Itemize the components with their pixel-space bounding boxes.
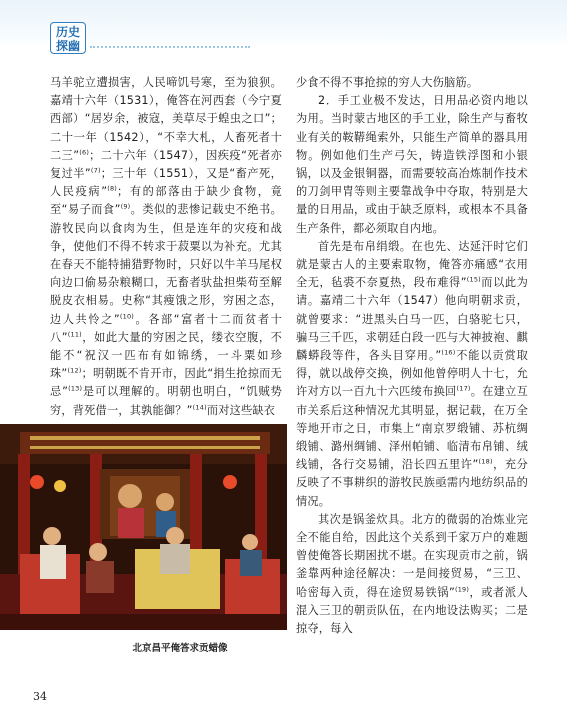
page-number: 34	[33, 690, 47, 703]
wax-figure-photo	[0, 424, 287, 630]
paragraph: 2．手工业极不发达，日用品必资内地以为用。当时蒙古地区的手工业，除生产与畜牧业有关的鞍鞯绳索外，只能生产简单的器具用物。例如他们生产弓矢，铸造铁浮图和小银锅，以及金银铜器，而需要较高冶炼制作技术的刀剑甲胄等则主要靠战争中夺取，特别是大量的日用品，或由于缺乏原料，或根本不具备生产条件，都必须取自内地。	[296, 94, 528, 235]
left-column	[50, 74, 282, 420]
paragraph: 其次是锅釜炊具。北方的微弱的冶炼业完全不能自给，因此这个关系到千家万户的难题曾使俺答长期困扰不堪。在实现贡市之前，锅釜靠两种途径解决：一是间接贸易，“三卫、哈密每入贡，得在途贸易铁锅”$^{(19)}$，或者派人混入三卫的朝贡队伍，在内地设法购买；二是掠夺，每入	[296, 512, 528, 636]
figure-caption: 北京昌平俺答求贡蜡像	[132, 643, 228, 654]
paragraph: 首先是布帛绢缎。在也先、达延汗时它们就是蒙古人的主要索取物，俺答亦痛感“衣用全无，毡裘不奈夏热，段布难得”$^{(15)}$而以此为请。嘉靖二十六年（1547）他向明朝求贡，就曾要求：“进黑头白马一匹，白骆驼七只，骗马三千匹，求朝廷白段一匹与大神披袍、麒麟蟒段等件，各头目穿用。”$^{(16)}$不能以贡赏取得，就以战停交换，例如他曾停明人十七，允许对方以一百九十六匹绫布换回$^{(17)}$。在建立互市关系后这种情况尤其明显，据记载，在万全等地开市之日，市集上“南京罗缎铺、苏杭绸缎铺、潞州绸铺、泽州帕铺、临清布帛铺、绒线铺，各行交易铺，沿长四五里许”$^{(18)}$，充分反映了不事耕织的游牧民族亟需内地纺织品的情况。	[296, 239, 528, 508]
section-tag-line2: 探幽	[55, 39, 80, 53]
right-column	[296, 74, 528, 638]
wax-figure-image	[0, 424, 287, 630]
paragraph: 少食不得不事抢掠的穷人大伤脑筋。	[296, 76, 479, 89]
section-tag-line1: 历史	[55, 25, 80, 39]
header-divider	[90, 46, 250, 48]
section-tag	[50, 22, 86, 54]
paragraph: 马羊驼立遭损害，人民啼饥号寒，至为狼狈。嘉靖十六年（1531），俺答在河西套（今宁夏西部）“居岁余，被寇，美草尽于蝗虫之口”；二十一年（1542），“不幸大札，人畜死者十二三”$^{(6)}$；二十六年（1547），因疾疫“死者亦复过半”$^{(7)}$；三十年（1551），又是“畜产死，人民疫病”$^{(8)}$；有的部落由于缺少食物，竟至“易子而食”$^{(9)}$。类似的悲惨记载史不绝书。游牧民向以食肉为生，但是连年的灾疫和战争，使他们不得不转求于菽粟以为补充。尤其在春天不能特捕猎野物时，只好以牛羊马尾权向边口偷易杂粮糊口，无畜者驮盐担柴苟至解脱皮衣相易。史称“其瘦饿之形，穷困之态，边人共怜之”$^{(10)}$。各部“富者十二而贫者十八”$^{(11)}$，如此大量的穷困之民，缕衣空腹，不能不“祝汉一匹布有如锦绣，一斗粟如珍珠”$^{(12)}$；明朝既不肯开市，因此“捐生抢掠而无忌”$^{(13)}$是可以理解的。明朝也明白，“饥贼势穷，背死借一，其孰能御？”$^{(14)}$而对这些缺衣	[50, 76, 283, 417]
